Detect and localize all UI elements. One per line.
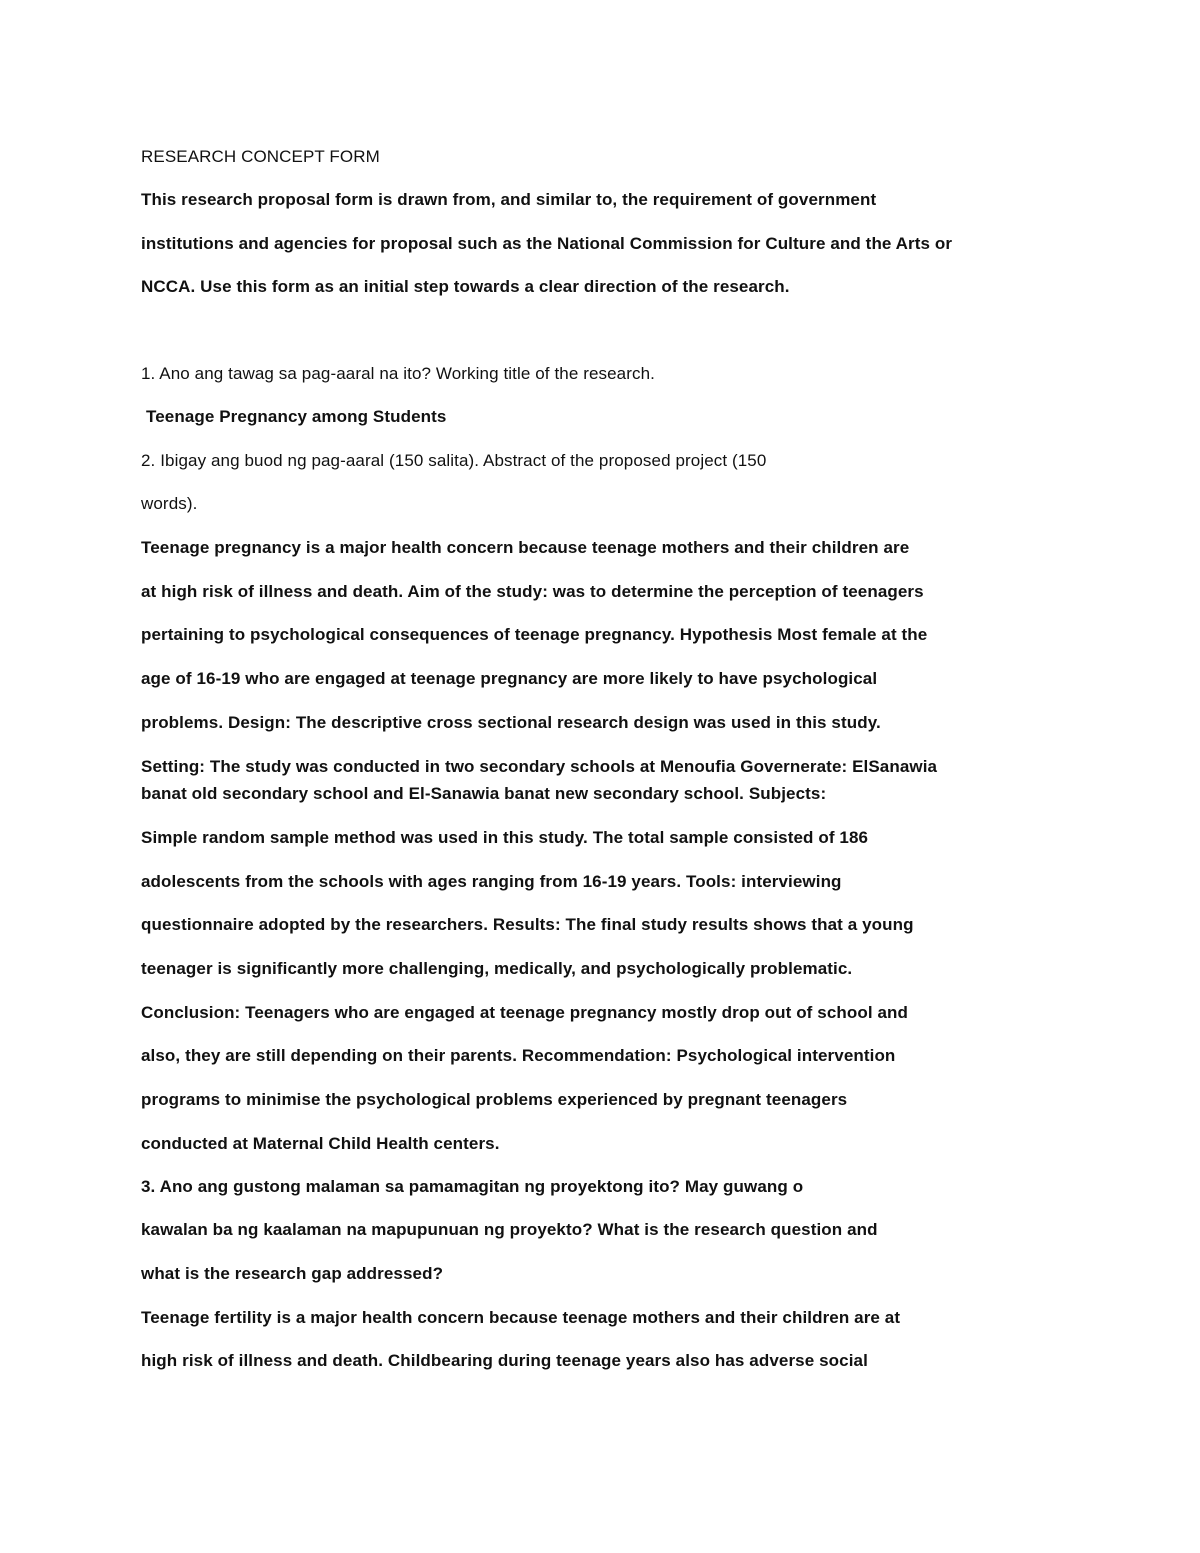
q2-answer-line-9: adolescents from the schools with ages ranging from 16-19 years. Tools: interviewing [141, 872, 842, 891]
q2-answer-line-5: problems. Design: The descriptive cross sectional research design was used in this study. [141, 713, 881, 732]
q2-answer-line-8: Simple random sample method was used in this study. The total sample consisted of 186 [141, 828, 869, 847]
q3-answer-line-1: Teenage fertility is a major health concern because teenage mothers and their children are at [141, 1308, 901, 1327]
q2-answer-line-11: teenager is significantly more challenging, medically, and psychologically problematic. [141, 959, 853, 978]
q2-answer-line-14: programs to minimise the psychological problems experienced by pregnant teenagers [141, 1090, 848, 1109]
q2-answer-line-15: conducted at Maternal Child Health centers. [141, 1134, 500, 1153]
q3-answer-line-2: high risk of illness and death. Childbearing during teenage years also has adverse social [141, 1351, 868, 1370]
q2-answer-line-2: at high risk of illness and death. Aim of the study: was to determine the perception of teenagers [141, 582, 924, 601]
q2-answer-line-12: Conclusion: Teenagers who are engaged at teenage pregnancy mostly drop out of school and [141, 1003, 908, 1022]
q2-question-line-1: 2. Ibigay ang buod ng pag-aaral (150 salita). Abstract of the proposed project (150 [141, 451, 767, 470]
q2-answer-line-3: pertaining to psychological consequences of teenage pregnancy. Hypothesis Most female at the [141, 625, 928, 644]
q1-answer: Teenage Pregnancy among Students [146, 407, 447, 426]
q1-question: 1. Ano ang tawag sa pag-aaral na ito? Working title of the research. [141, 364, 655, 383]
q2-answer-line-6: Setting: The study was conducted in two secondary schools at Menoufia Governerate: ElSanawia [141, 757, 938, 776]
q3-question-line-1: 3. Ano ang gustong malaman sa pamamagitan ng proyektong ito? May guwang o [141, 1177, 804, 1196]
intro-line-3: NCCA. Use this form as an initial step towards a clear direction of the research. [141, 277, 790, 296]
q3-question-line-2: kawalan ba ng kaalaman na mapupunuan ng proyekto? What is the research question and [141, 1220, 878, 1239]
intro-line-1: This research proposal form is drawn from, and similar to, the requirement of government [141, 190, 877, 209]
q2-answer-line-4: age of 16-19 who are engaged at teenage pregnancy are more likely to have psychological [141, 669, 878, 688]
q2-question-line-2: words). [141, 494, 198, 513]
q3-question-line-3: what is the research gap addressed? [141, 1264, 444, 1283]
intro-line-2: institutions and agencies for proposal such as the National Commission for Culture and the Arts or [141, 234, 953, 253]
q2-answer-line-7: banat old secondary school and El-Sanawia banat new secondary school. Subjects: [141, 784, 827, 803]
q2-answer-line-10: questionnaire adopted by the researchers. Results: The final study results shows that a young [141, 915, 914, 934]
form-title: RESEARCH CONCEPT FORM [141, 147, 380, 166]
q2-answer-line-1: Teenage pregnancy is a major health concern because teenage mothers and their children are [141, 538, 910, 557]
q2-answer-line-13: also, they are still depending on their parents. Recommendation: Psychological intervention [141, 1046, 896, 1065]
